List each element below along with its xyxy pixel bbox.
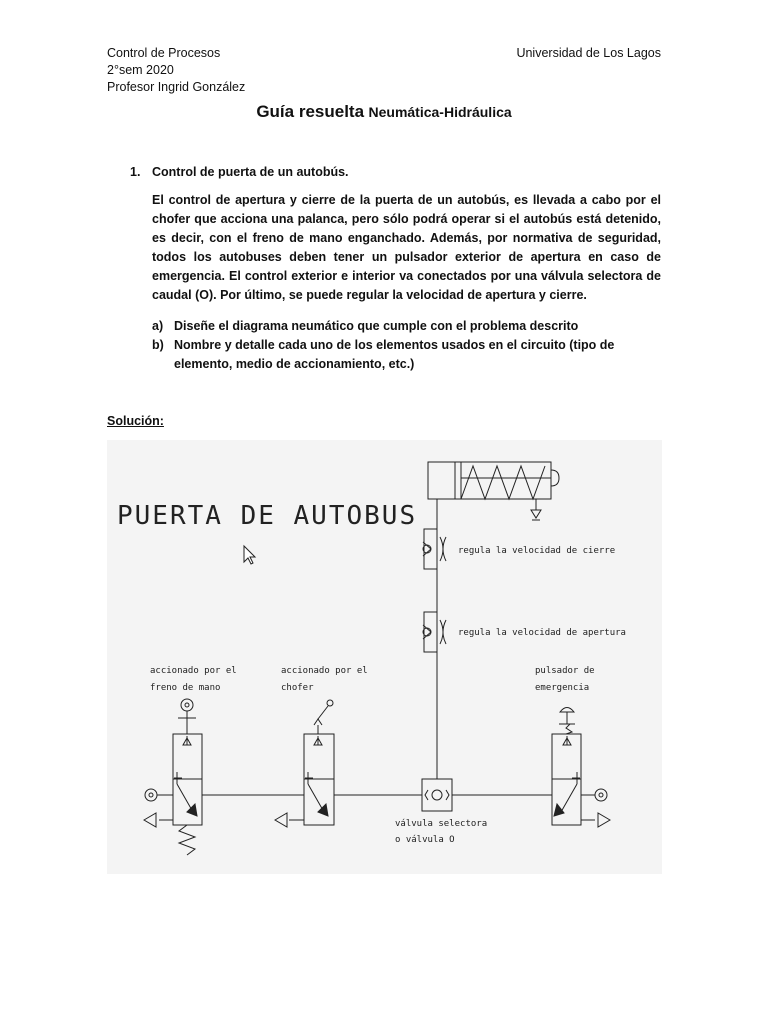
page-title [0, 102, 768, 122]
label-selectora-2: o válvula O [395, 835, 455, 845]
title-main: Guía resuelta [256, 102, 365, 121]
solution-label: Solución: [107, 414, 164, 428]
title-subject: Neumática-Hidráulica [368, 104, 512, 120]
question-paragraph: El control de apertura y cierre de la puerta de un autobús, es llevada a cabo por el chofer que acciona una palanca, pero sólo podrá operar si el autobús está detenido, es decir, con el freno de mano enganchado. Además, por normativa de seguridad, todos los autobuses deben tener un pulsador exterior de apertura en caso de emergencia. El control exterior e interior va conectados por una válvula selectora de caudal (O). Por último, se puede regular la velocidad de apertura y cierre. [152, 193, 661, 302]
flow-control-valve-apertura [423, 612, 446, 652]
label-selectora-1: válvula selectora [395, 819, 488, 829]
question-title: Control de puerta de un autobús. [152, 165, 349, 179]
valve-pulsador-emergencia [552, 708, 610, 828]
diagram-svg [107, 440, 662, 874]
semester: 2°sem 2020 [107, 63, 174, 77]
list-item-label: b) [152, 338, 164, 352]
list-item-text: Nombre y detalle cada uno de los elementos usados en el circuito (tipo de elemento, medio de accionamiento, etc.) [174, 338, 615, 371]
label-freno-1: accionado por el [150, 666, 237, 676]
pneumatic-diagram [107, 440, 662, 874]
label-apertura: regula la velocidad de apertura [458, 628, 626, 638]
label-freno-2: freno de mano [150, 683, 221, 693]
label-pulsador-1: pulsador de [535, 666, 595, 676]
diagram-title: PUERTA DE AUTOBUS [117, 501, 418, 531]
question-heading [130, 165, 349, 179]
list-item-b [152, 336, 661, 374]
list-item-text: Diseñe el diagrama neumático que cumple con el problema descrito [174, 319, 579, 333]
shuttle-valve [422, 779, 452, 811]
cursor-icon [244, 546, 255, 564]
label-chofer-2: chofer [281, 683, 314, 693]
label-pulsador-2: emergencia [535, 683, 590, 693]
flow-control-valve-cierre [423, 529, 446, 569]
list-item-label: a) [152, 319, 164, 333]
label-cierre: regula la velocidad de cierre [458, 546, 616, 556]
university: Universidad de Los Lagos [516, 46, 661, 60]
header-left [107, 45, 245, 96]
question-number: 1. [130, 165, 141, 179]
professor: Profesor Ingrid González [107, 80, 246, 94]
valve-freno-de-mano [144, 699, 202, 855]
list-item-a [152, 317, 661, 336]
double-acting-cylinder [428, 462, 559, 520]
course-name: Control de Procesos [107, 46, 221, 60]
valve-chofer [275, 700, 334, 827]
label-chofer-1: accionado por el [281, 666, 368, 676]
